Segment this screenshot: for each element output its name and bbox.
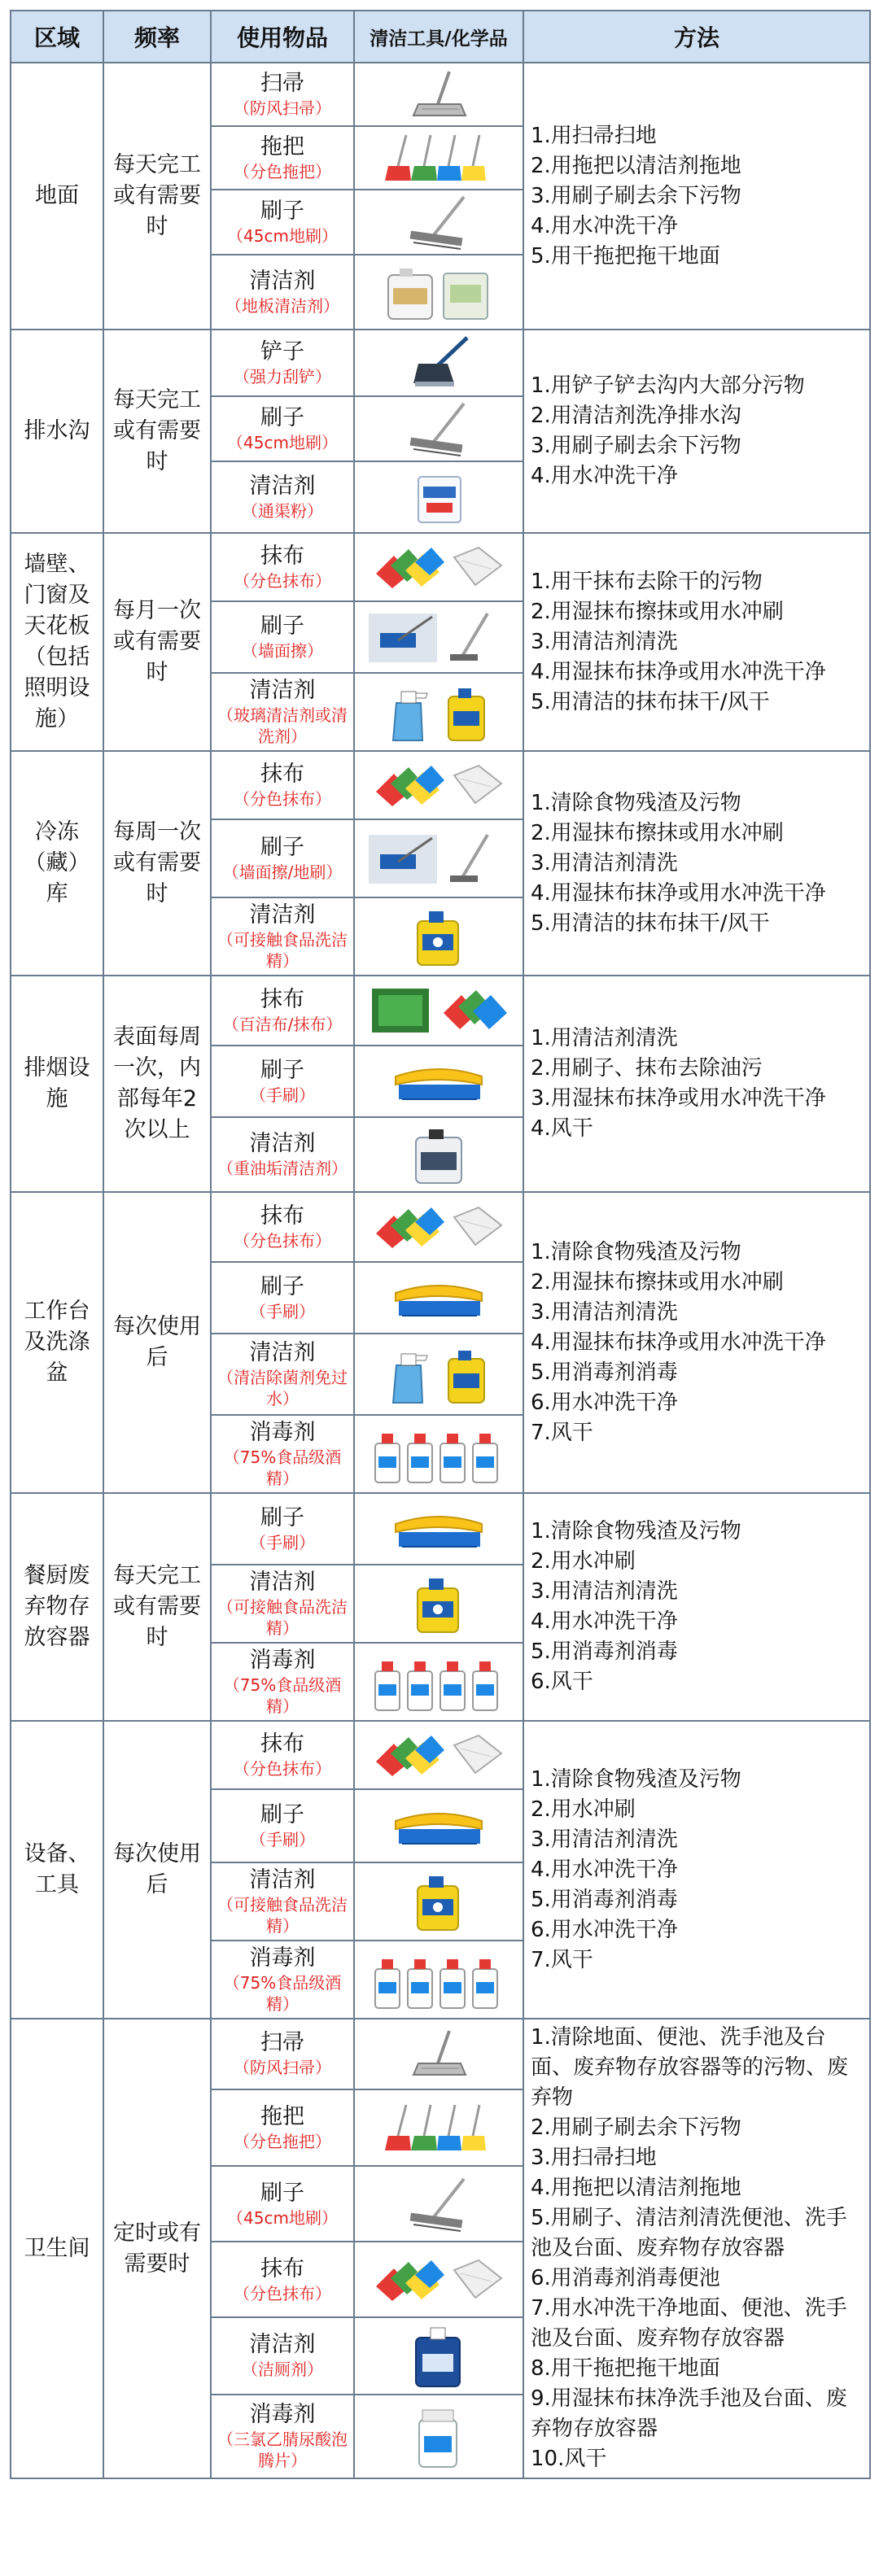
alcohol-sprays-icon: [365, 1949, 512, 2010]
method-step: 2.用刷子、抹布去除油污: [531, 1056, 763, 1081]
item-name: 拖把: [260, 2104, 304, 2130]
item-spec: （百洁布/抹布）: [222, 1015, 343, 1034]
broom-icon: [386, 2028, 492, 2080]
header-row: [11, 11, 870, 63]
item-cell: [211, 751, 354, 819]
item-spec: （可接触食品洗洁精）: [217, 1895, 348, 1936]
method-cell: [523, 2019, 870, 2478]
item-spec: （75%食品级酒精）: [223, 1675, 342, 1716]
item-cell: [211, 897, 354, 976]
table-row: [11, 1493, 870, 1565]
item-name: 抹布: [260, 987, 304, 1012]
tool-image-cell: [354, 255, 523, 330]
hand-brush-icon: [378, 1272, 500, 1324]
area-cell: 冷冻（藏）库: [11, 751, 103, 976]
item-name: 刷子: [260, 2180, 304, 2206]
item-spec: （可接触食品洗洁精）: [217, 930, 348, 971]
frequency-cell: 表面每周一次，内部每年2次以上: [103, 976, 211, 1192]
tool-image-cell: [354, 2395, 523, 2478]
method-step: 3.用清洁剂清洗: [531, 850, 678, 875]
item-spec: （三氯乙腈尿酸泡腾片）: [217, 2430, 348, 2471]
item-cell: [211, 1493, 354, 1565]
item-spec: （可接触食品洗洁精）: [217, 1597, 348, 1638]
method-step: 9.用湿抹布抹净洗手池及台面、废弃物存放容器: [531, 2386, 847, 2441]
method-cell: [523, 1192, 870, 1493]
tool-image-cell: [354, 1721, 523, 1789]
header-items: 使用物品: [211, 11, 354, 63]
tool-image-cell: [354, 1862, 523, 1941]
method-step: 4.用拖把以清洁剂拖地: [531, 2176, 741, 2200]
item-name: 扫帚: [260, 71, 304, 96]
item-name: 刷子: [260, 405, 304, 430]
method-step: 7.风干: [531, 1947, 593, 1972]
method-cell: [523, 533, 870, 751]
item-spec: （分色抹布）: [234, 571, 331, 591]
method-step: 4.用湿抹布抹净或用水冲洗干净: [531, 659, 826, 684]
item-name: 清洁剂: [249, 474, 316, 499]
item-cell: [211, 2166, 354, 2242]
item-spec: （分色抹布）: [234, 789, 331, 809]
method-step: 3.用刷子刷去余下污物: [531, 434, 741, 458]
method-step: 4.风干: [531, 1116, 593, 1141]
method-step: 4.用水冲洗干净: [531, 464, 678, 488]
tool-image-cell: [354, 601, 523, 673]
item-cell: [211, 1643, 354, 1721]
item-spec: （手刷）: [250, 1302, 315, 1321]
method-step: 2.用水冲刷: [531, 1797, 636, 1822]
area-cell: 地面: [11, 63, 103, 330]
table-row: [11, 533, 870, 601]
floor-brush-icon: [386, 400, 492, 457]
method-step: 2.用湿抹布擦抹或用水冲刷: [531, 599, 784, 624]
color-mops-icon: [374, 2102, 504, 2154]
item-name: 消毒剂: [249, 1420, 316, 1445]
item-name: 清洁剂: [249, 1340, 316, 1365]
item-spec: （玻璃清洁剂或清洗剂）: [217, 705, 348, 746]
item-name: 铲子: [260, 339, 304, 365]
method-step: 3.用清洁剂清洗: [531, 629, 678, 654]
item-spec: （手刷）: [250, 1533, 315, 1552]
drain-powder-icon: [386, 469, 492, 526]
item-name: 清洁剂: [249, 902, 316, 928]
item-cell: [211, 2395, 354, 2478]
method-step: 4.用水冲洗干净: [531, 1857, 678, 1882]
item-cell: [211, 1862, 354, 1941]
tool-image-cell: [354, 1117, 523, 1192]
method-step: 1.清除食物残渣及污物: [531, 790, 741, 815]
item-spec: （地板清洁剂）: [225, 296, 339, 316]
table-row: [11, 751, 870, 819]
tool-image-cell: [354, 2089, 523, 2167]
detergent-jug-icon: [390, 1574, 488, 1634]
method-step: 1.用扫帚扫地: [531, 123, 657, 148]
item-cell: [211, 2089, 354, 2167]
method-step: 1.清除食物残渣及污物: [531, 1239, 741, 1264]
method-cell: [523, 330, 870, 533]
frequency-cell: 每次使用后: [103, 1192, 211, 1493]
scraper-icon: [386, 334, 492, 391]
method-step: 1.清除食物残渣及污物: [531, 1766, 741, 1792]
frequency-cell: 每天完工或有需要时: [103, 330, 211, 533]
item-spec: （分色拖把）: [234, 2132, 331, 2152]
tool-image-cell: [354, 63, 523, 126]
method-step: 2.用清洁剂洗净排水沟: [531, 404, 741, 428]
spray-bottle-icon: [374, 682, 504, 742]
table-row: [11, 63, 870, 126]
table-row: [11, 2019, 870, 2089]
item-cell: [211, 1192, 354, 1262]
method-step: 6.用水冲洗干净: [531, 1917, 678, 1942]
header-frequency: 频率: [103, 11, 211, 63]
detergent-jug-icon: [390, 906, 488, 967]
method-step: 4.用水冲洗干净: [531, 1609, 678, 1634]
method-cell: [523, 63, 870, 330]
method-step: 2.用水冲刷: [531, 1549, 636, 1574]
item-cell: [211, 396, 354, 461]
method-step: 3.用清洁剂清洗: [531, 1299, 678, 1325]
item-cell: [211, 461, 354, 533]
toilet-cleaner-icon: [390, 2323, 488, 2388]
tool-image-cell: [354, 126, 523, 190]
item-name: 清洁剂: [249, 678, 316, 703]
method-step: 7.风干: [531, 1420, 593, 1445]
method-step: 5.用清洁的抹布抹干/风干: [531, 910, 770, 936]
wall-mop-icon: [365, 609, 512, 666]
item-cell: [211, 1565, 354, 1643]
method-step: 3.用扫帚扫地: [531, 2146, 657, 2170]
method-step: 6.风干: [531, 1670, 593, 1694]
item-name: 抹布: [260, 762, 304, 787]
item-cell: [211, 330, 354, 396]
method-step: 4.用水冲洗干净: [531, 213, 678, 238]
item-name: 抹布: [260, 2255, 304, 2281]
item-name: 刷子: [260, 1058, 304, 1083]
method-step: 4.用湿抹布抹净或用水冲洗干净: [531, 1329, 826, 1355]
item-spec: （手刷）: [250, 1830, 315, 1849]
item-name: 清洁剂: [249, 269, 316, 294]
item-spec: （75%食品级酒精）: [223, 1447, 342, 1488]
item-spec: （45cm地刷）: [227, 226, 338, 246]
tool-image-cell: [354, 533, 523, 601]
item-name: 清洁剂: [249, 2332, 316, 2358]
method-step: 2.用湿抹布擦抹或用水冲刷: [531, 1269, 784, 1295]
method-step: 5.用刷子、清洁剂清洗便池、洗手池及台面、废弃物存放容器: [531, 2206, 847, 2260]
tool-image-cell: [354, 1565, 523, 1643]
item-cell: [211, 2317, 354, 2395]
item-cell: [211, 1046, 354, 1117]
item-name: 刷子: [260, 1505, 304, 1530]
method-step: 5.用消毒剂消毒: [531, 1639, 678, 1664]
item-spec: （通渠粉）: [242, 501, 323, 521]
item-spec: （分色抹布）: [234, 2283, 331, 2303]
item-name: 清洁剂: [249, 1570, 316, 1595]
method-step: 1.清除食物残渣及污物: [531, 1519, 741, 1543]
tool-image-cell: [354, 1415, 523, 1493]
item-name: 消毒剂: [249, 1648, 316, 1673]
table-row: [11, 1721, 870, 1789]
item-spec: （防风扫帚）: [234, 2058, 331, 2078]
item-cell: [211, 601, 354, 673]
tool-image-cell: [354, 1789, 523, 1862]
floor-brush-icon: [386, 194, 492, 251]
method-step: 2.用湿抹布擦抹或用水冲刷: [531, 820, 784, 845]
method-step: 4.用湿抹布抹净或用水冲洗干净: [531, 880, 826, 906]
method-cell: [523, 1721, 870, 2019]
tool-image-cell: [354, 396, 523, 461]
item-cell: [211, 2242, 354, 2317]
method-step: 1.用干抹布去除干的污物: [531, 569, 763, 594]
method-step: 3.用湿抹布抹净或用水冲洗干净: [531, 1086, 826, 1111]
frequency-cell: 每月一次或有需要时: [103, 533, 211, 751]
method-step: 10.风干: [531, 2447, 607, 2471]
item-cell: [211, 190, 354, 255]
header-area: 区域: [11, 11, 103, 63]
alcohol-sprays-icon: [365, 1652, 512, 1712]
item-spec: （手刷）: [250, 1085, 315, 1105]
item-name: 刷子: [260, 1274, 304, 1299]
item-name: 刷子: [260, 613, 304, 639]
method-cell: [523, 1493, 870, 1721]
item-name: 扫帚: [260, 2030, 304, 2056]
table-row: [11, 330, 870, 396]
item-cell: [211, 1721, 354, 1789]
tool-image-cell: [354, 1493, 523, 1565]
method-cell: [523, 751, 870, 976]
wall-mop-icon: [365, 830, 512, 887]
area-cell: 工作台及洗涤盆: [11, 1192, 103, 1493]
area-cell: 设备、工具: [11, 1721, 103, 2019]
color-cloths-icon: [370, 2254, 508, 2306]
item-spec: （分色抹布）: [234, 1759, 331, 1779]
degreaser-icon: [390, 1124, 488, 1185]
alcohol-sprays-icon: [365, 1424, 512, 1484]
item-spec: （重油垢清洁剂）: [217, 1159, 348, 1178]
tablet-bottle-icon: [390, 2404, 488, 2469]
method-step: 6.用消毒剂消毒便池: [531, 2266, 720, 2290]
item-cell: [211, 1334, 354, 1415]
method-step: 1.清除地面、便池、洗手池及台面、废弃物存放容器等的污物、废弃物: [531, 2025, 849, 2110]
frequency-cell: 每次使用后: [103, 1721, 211, 2019]
method-step: 1.用铲子铲去沟内大部分污物: [531, 373, 805, 398]
item-cell: [211, 673, 354, 751]
item-name: 刷子: [260, 199, 304, 224]
floor-cleaner-icon: [374, 264, 504, 321]
tool-image-cell: [354, 330, 523, 396]
method-step: 2.用拖把以清洁剂拖地: [531, 153, 741, 178]
tool-image-cell: [354, 2242, 523, 2317]
item-cell: [211, 533, 354, 601]
tool-image-cell: [354, 1046, 523, 1117]
item-name: 消毒剂: [249, 2402, 316, 2428]
frequency-cell: 每天完工或有需要时: [103, 1493, 211, 1721]
method-step: 3.用清洁剂清洗: [531, 1579, 678, 1604]
area-cell: 排烟设施: [11, 976, 103, 1192]
tool-image-cell: [354, 1643, 523, 1721]
tool-image-cell: [354, 1334, 523, 1415]
color-cloths-icon: [370, 1729, 508, 1781]
item-name: 刷子: [260, 835, 304, 860]
item-name: 抹布: [260, 1731, 304, 1757]
method-step: 5.用干拖把拖干地面: [531, 243, 720, 269]
tool-image-cell: [354, 897, 523, 976]
tool-image-cell: [354, 461, 523, 533]
area-cell: 餐厨废弃物存放容器: [11, 1493, 103, 1721]
method-step: 3.用刷子刷去余下污物: [531, 183, 741, 208]
item-spec: （墙面擦）: [242, 641, 323, 661]
item-spec: （45cm地刷）: [227, 2207, 338, 2228]
frequency-cell: 定时或有需要时: [103, 2019, 211, 2478]
method-step: 1.用清洁剂清洗: [531, 1026, 678, 1050]
method-step: 5.用消毒剂消毒: [531, 1887, 678, 1912]
method-step: 5.用清洁的抹布抹干/风干: [531, 689, 770, 714]
cleaning-table: [10, 10, 871, 2479]
method-step: 7.用水冲洗干净地面、便池、洗手池及台面、废弃物存放容器: [531, 2296, 847, 2351]
item-spec: （分色拖把）: [234, 162, 331, 181]
tool-image-cell: [354, 1941, 523, 2019]
color-cloths-icon: [370, 759, 508, 811]
scouring-pad-icon: [365, 982, 512, 1039]
item-cell: [211, 1117, 354, 1192]
item-cell: [211, 255, 354, 330]
item-cell: [211, 1262, 354, 1334]
area-cell: 墙壁、门窗及天花板（包括照明设施）: [11, 533, 103, 751]
item-cell: [211, 976, 354, 1046]
method-step: 3.用清洁剂清洗: [531, 1827, 678, 1852]
spray-bottle-icon: [374, 1344, 504, 1404]
item-cell: [211, 63, 354, 126]
item-cell: [211, 126, 354, 190]
tool-image-cell: [354, 1192, 523, 1262]
area-cell: 卫生间: [11, 2019, 103, 2478]
item-name: 消毒剂: [249, 1945, 316, 1971]
item-spec: （墙面擦/地刷）: [222, 862, 343, 882]
hand-brush-icon: [378, 1800, 500, 1852]
floor-brush-icon: [386, 2176, 492, 2233]
item-spec: （洁厕剂）: [242, 2360, 323, 2380]
item-name: 清洁剂: [249, 1131, 316, 1156]
table-row: [11, 1192, 870, 1262]
tool-image-cell: [354, 2166, 523, 2242]
detergent-jug-icon: [390, 1871, 488, 1932]
tool-image-cell: [354, 1262, 523, 1334]
item-spec: （强力刮铲）: [234, 367, 331, 386]
item-cell: [211, 1789, 354, 1862]
tool-image-cell: [354, 190, 523, 255]
item-spec: （清洁除菌剂免过水）: [217, 1368, 348, 1408]
method-step: 8.用干拖把拖干地面: [531, 2356, 720, 2381]
area-cell: 排水沟: [11, 330, 103, 533]
color-mops-icon: [374, 132, 504, 184]
method-step: 5.用消毒剂消毒: [531, 1360, 678, 1385]
method-cell: [523, 976, 870, 1192]
tool-image-cell: [354, 2317, 523, 2395]
cleaning-schedule: [10, 10, 869, 2566]
hand-brush-icon: [378, 1055, 500, 1107]
item-name: 清洁剂: [249, 1867, 316, 1893]
tool-image-cell: [354, 751, 523, 819]
item-spec: （75%食品级酒精）: [223, 1973, 342, 2014]
item-cell: [211, 2019, 354, 2089]
item-cell: [211, 1415, 354, 1493]
item-spec: （45cm地刷）: [227, 433, 338, 452]
tool-image-cell: [354, 819, 523, 897]
tool-image-cell: [354, 976, 523, 1046]
color-cloths-icon: [370, 1201, 508, 1253]
item-name: 抹布: [260, 1203, 304, 1229]
hand-brush-icon: [378, 1503, 500, 1555]
color-cloths-icon: [370, 541, 508, 593]
header-method: 方法: [523, 11, 870, 63]
item-name: 抹布: [260, 544, 304, 569]
item-cell: [211, 1941, 354, 2019]
item-spec: （分色抹布）: [234, 1231, 331, 1251]
tool-image-cell: [354, 2019, 523, 2089]
frequency-cell: 每周一次或有需要时: [103, 751, 211, 976]
item-name: 拖把: [260, 134, 304, 159]
table-row: [11, 976, 870, 1046]
tool-image-cell: [354, 673, 523, 751]
frequency-cell: 每天完工或有需要时: [103, 63, 211, 330]
method-step: 6.用水冲洗干净: [531, 1390, 678, 1415]
header-tools: 清洁工具/化学品: [354, 11, 523, 63]
item-spec: （防风扫帚）: [234, 98, 331, 118]
method-step: 2.用刷子刷去余下污物: [531, 2115, 741, 2140]
item-name: 刷子: [260, 1802, 304, 1827]
item-cell: [211, 819, 354, 897]
broom-icon: [386, 68, 492, 120]
